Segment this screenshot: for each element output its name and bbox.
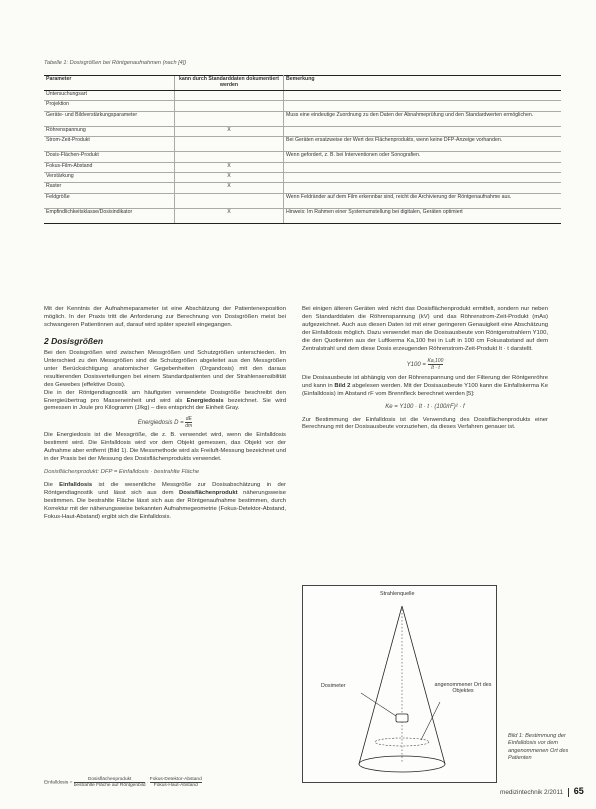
table-body <box>44 91 561 224</box>
cell-remark: Bei Geräten ersatzweise der Wert des Flächenprodukts, wenn keine DFP-Anzeige vorhanden. <box>284 137 562 152</box>
header-standard-data: kann durch Standarddaten dokumentiert werden <box>175 76 284 91</box>
cell-standard-mark <box>175 152 284 162</box>
equation-energy-dose <box>44 416 286 429</box>
section-heading: 2 Dosisgrößen <box>44 335 104 346</box>
equation-label: Y100 = <box>406 361 426 368</box>
cell-remark: Hinweis: Im Rahmen einer Systemumstellung bei digitalen, Geräten optimiert <box>284 208 562 223</box>
cell-standard-mark: X <box>175 172 284 182</box>
table-header-row <box>44 76 561 91</box>
cell-remark <box>284 101 562 111</box>
right-column <box>302 306 548 432</box>
beam-left-edge <box>359 606 402 764</box>
cell-remark <box>284 91 562 101</box>
table-row <box>44 152 561 162</box>
cell-parameter: Untersuchungsart <box>44 91 175 101</box>
page-footer <box>500 786 584 797</box>
cell-remark: Wenn gefordert, z. B. bei Interventionen oder Sonografien. <box>284 152 562 162</box>
table-row <box>44 183 561 193</box>
header-remark: Bemerkung <box>284 76 562 91</box>
term-energiedosis: Energiedosis <box>186 397 224 404</box>
paragraph-energy-dose <box>44 390 286 414</box>
cell-standard-mark <box>175 111 284 126</box>
fraction-denominator: dm <box>185 423 193 430</box>
table-row <box>44 193 561 208</box>
text-segment: Die Dosisausbeute ist abhängig von der Röhrenspannung und der Filterung der Röntgenröhre und kann in <box>302 374 548 389</box>
cell-standard-mark: X <box>175 183 284 193</box>
text-segment: Die <box>44 482 60 489</box>
cell-parameter: Projektion <box>44 101 175 111</box>
figure-caption: Bild 1: Bestimmung der Einfalldosis vor dem angenommenen Ort des Patienten <box>508 733 569 762</box>
cell-parameter: Fokus-Film-Abstand <box>44 162 175 172</box>
fraction-denominator: Fokus-Haut-Abstand <box>153 783 198 789</box>
fraction-denominator: It · t <box>431 364 440 371</box>
cell-parameter: Feldgröße <box>44 193 175 208</box>
formula-label: Einfalldosis <box>44 780 69 786</box>
table-row <box>44 91 561 101</box>
footer-divider <box>568 788 569 797</box>
dosimeter-pointer <box>361 693 396 716</box>
cell-parameter: Röhrenspannung <box>44 126 175 136</box>
table-row <box>44 111 561 126</box>
paragraph-dose-yield <box>302 375 548 399</box>
text-segment: näherungsweise bestimmen. Die bestrahlte Fläche lässt sich aus der Röntgenaufnahme bestimmen, durch Korrektur mit der näherungsweise bekannten Aufnahmegeometrie (Fokus-Detektor-Abstand, Fokus-Haut-Abstand) ergibt sich die Einfalldosis. <box>44 490 286 521</box>
equation-dose-yield <box>302 358 548 371</box>
figure-1 <box>302 585 497 783</box>
term-dosisflaechenprodukt: Dosisflächenprodukt <box>179 490 238 497</box>
paragraph-incident-dose: Die Energiedosis ist die Messgröße, die z. B. verwendet wird, wenn die Einfalldosis bestimmt wird. Die Einfalldosis wird vor dem Objekt gemessen, das Objekt vor der Aufnahme aber entfernt (Bild 1). Die Messmethode wird als Freiluft-Messung bezeichnet und in der Praxis bei der Messung des Dosisflächenprodukts verwendet. <box>44 432 286 463</box>
cell-remark: Muss eine eindeutige Zuordnung zu den Daten der Abnahmeprüfung und den Standardwerten ermöglichen. <box>284 111 562 126</box>
cell-remark <box>284 183 562 193</box>
cell-standard-mark: X <box>175 162 284 172</box>
cell-remark <box>284 172 562 182</box>
cell-standard-mark <box>175 101 284 111</box>
table-caption: Tabelle 1: Dosisgrößen bei Röntgenaufnahmen (nach [4]) <box>44 60 187 66</box>
fraction-numerator: dE <box>185 416 192 423</box>
fraction-numerator: Fokus-Detektor-Abstand <box>149 777 202 782</box>
table-row <box>44 172 561 182</box>
term-einfalldosis: Einfalldosis <box>59 482 93 489</box>
label-object-position: angenommener Ort des Objektes <box>434 682 492 695</box>
equation-label: Energiedosis D = <box>137 420 184 427</box>
page-number: 65 <box>573 786 584 796</box>
table-row <box>44 101 561 111</box>
cell-standard-mark <box>175 137 284 152</box>
cell-remark: Wenn Feldränder auf dem Film erkennbar sind, reicht die Archivierung der Röntgenaufnahme aus. <box>284 193 562 208</box>
field-ellipse <box>359 756 445 772</box>
intro-paragraph: Mit der Kenntnis der Aufnahmeparameter ist eine Abschätzung der Patientenexposition möglich. In der Praxis tritt die Anforderung zur Berechnung von Dosisgrößen meist bei schwangeren Patientinnen auf, darauf wird später speziell eingegangen. <box>44 306 286 328</box>
dose-table <box>44 75 561 224</box>
fraction-denominator: bestrahlte Fläche auf Röntgenbild <box>73 783 146 789</box>
cell-parameter: Strom-Zeit-Produkt <box>44 137 175 152</box>
cell-remark <box>284 162 562 172</box>
text-segment: ist die wesentliche Messgröße zur Dosisabschätzung in der Röntgendiagnostik und lässt sich aus dem <box>44 482 286 497</box>
fraction-numerator: Dosisflächenprodukt <box>74 777 146 783</box>
text-segment: bezeichnet. Sie wird gemessen in Joule pro Kilogramm (J/kg) – dies entspricht der Einheit Gray. <box>44 397 286 412</box>
header-parameter: Parameter <box>44 76 175 91</box>
dfp-subheading: Dosisflächenprodukt: DFP = Einfalldosis · bestrahlte Fläche <box>44 469 200 476</box>
equation-incident-kerma: Ke = Y100 · It · t · (100/rF)² · f <box>385 403 465 410</box>
cell-standard-mark <box>175 193 284 208</box>
cell-parameter: Verstärkung <box>44 172 175 182</box>
left-column <box>44 306 286 522</box>
label-source: Strahlenquelle <box>380 591 415 597</box>
equation-fraction <box>185 416 192 429</box>
paragraph-dose-types: Bei den Dosisgrößen wird zwischen Messgrößen und Schutzgrößen unterschieden. Im Unterschied zu den Messgrößen sind die Schutzgrößen abgeleitet aus den Messgrößen unter Berücksichtigung anatomischer Gegebenheiten (Organdosis) mit den daraus resultierenden Dosisverteilungen bei einem Standardpatienten und der Strahlensensibilität des Gewebes (effektive Dosis). <box>44 349 286 388</box>
cell-standard-mark: X <box>175 208 284 223</box>
table-row <box>44 137 561 152</box>
paragraph-older-devices: Bei einigen älteren Geräten wird nicht das Dosisflächenprodukt ermittelt, sondern nur neben den Standarddaten die Röhrenspannung (kV) und das Röhrenstrom-Zeit-Produkt (mAs) aufgezeichnet. Auch aus diesen Daten ist mit einer geringeren Genauigkeit eine Abschätzung der Einfalldosis möglich. Dazu verwendet man die Dosisausbeute von Röntgenstrahlern Y100, die den Quotienten aus der Luftkerma Ka,100 frei in Luft in 100 cm Fokusabstand auf dem Zentralstrahl und dem diese Dosis erzeugenden Röhrenstrom-Zeit-Produkt It · t darstellt. <box>302 306 548 352</box>
cell-standard-mark <box>175 91 284 101</box>
fraction-numerator: Ka,100 <box>427 357 444 364</box>
cell-parameter: Empfindlichkeitsklasse/Dosisindikator <box>44 208 175 223</box>
table-row <box>44 162 561 172</box>
cell-standard-mark: X <box>175 126 284 136</box>
table-row <box>44 208 561 223</box>
cell-remark <box>284 126 562 136</box>
paragraph-dfp <box>44 482 286 522</box>
formula-fraction-right <box>150 777 202 789</box>
label-dosimeter: Dosimeter <box>321 683 346 689</box>
cell-parameter: Dosis-Flächen-Produkt <box>44 152 175 162</box>
text-segment: Die in der Röntgendiagnostik am häufigsten verwendete Dosisgröße beschreibt den Energieübertrag pro Masseneinheit und wird als <box>44 389 286 404</box>
text-segment: abgelesen werden. Mit der Dosisausbeute Y100 kann die Einfallskerma Ke (Einfalldosis) im Abstand rF vom Brennfleck berechnet werden [5]: <box>302 382 548 397</box>
cell-parameter: Geräte- und Bildverstärkungsparameter <box>44 111 175 126</box>
equation-fraction <box>428 358 444 371</box>
paragraph-conclusion: Zur Bestimmung der Einfalldosis ist die Verwendung des Dosisflächenprodukts einer Berechnung mit der Dosisausbeute vorzuziehen, da dieses Verfahren genauer ist. <box>302 416 548 431</box>
journal-name: medizintechnik 2/2011 <box>500 789 564 796</box>
formula-fraction-left <box>74 777 146 789</box>
dosimeter-icon <box>396 714 408 722</box>
table-row <box>44 126 561 136</box>
cell-parameter: Raster <box>44 183 175 193</box>
figure-reference: Bild 2 <box>334 382 351 389</box>
equation-einfalldosis: Einfalldosis = $\frac{\text{Dosisflächenprodukt}}{\text{bestrahlte Fläche auf Röntgenbild}}$ · $\frac{\text{Fokus-Detektor-Abstand}}{\text{Fokus-Haut-Abstand}}$ <box>44 777 202 789</box>
